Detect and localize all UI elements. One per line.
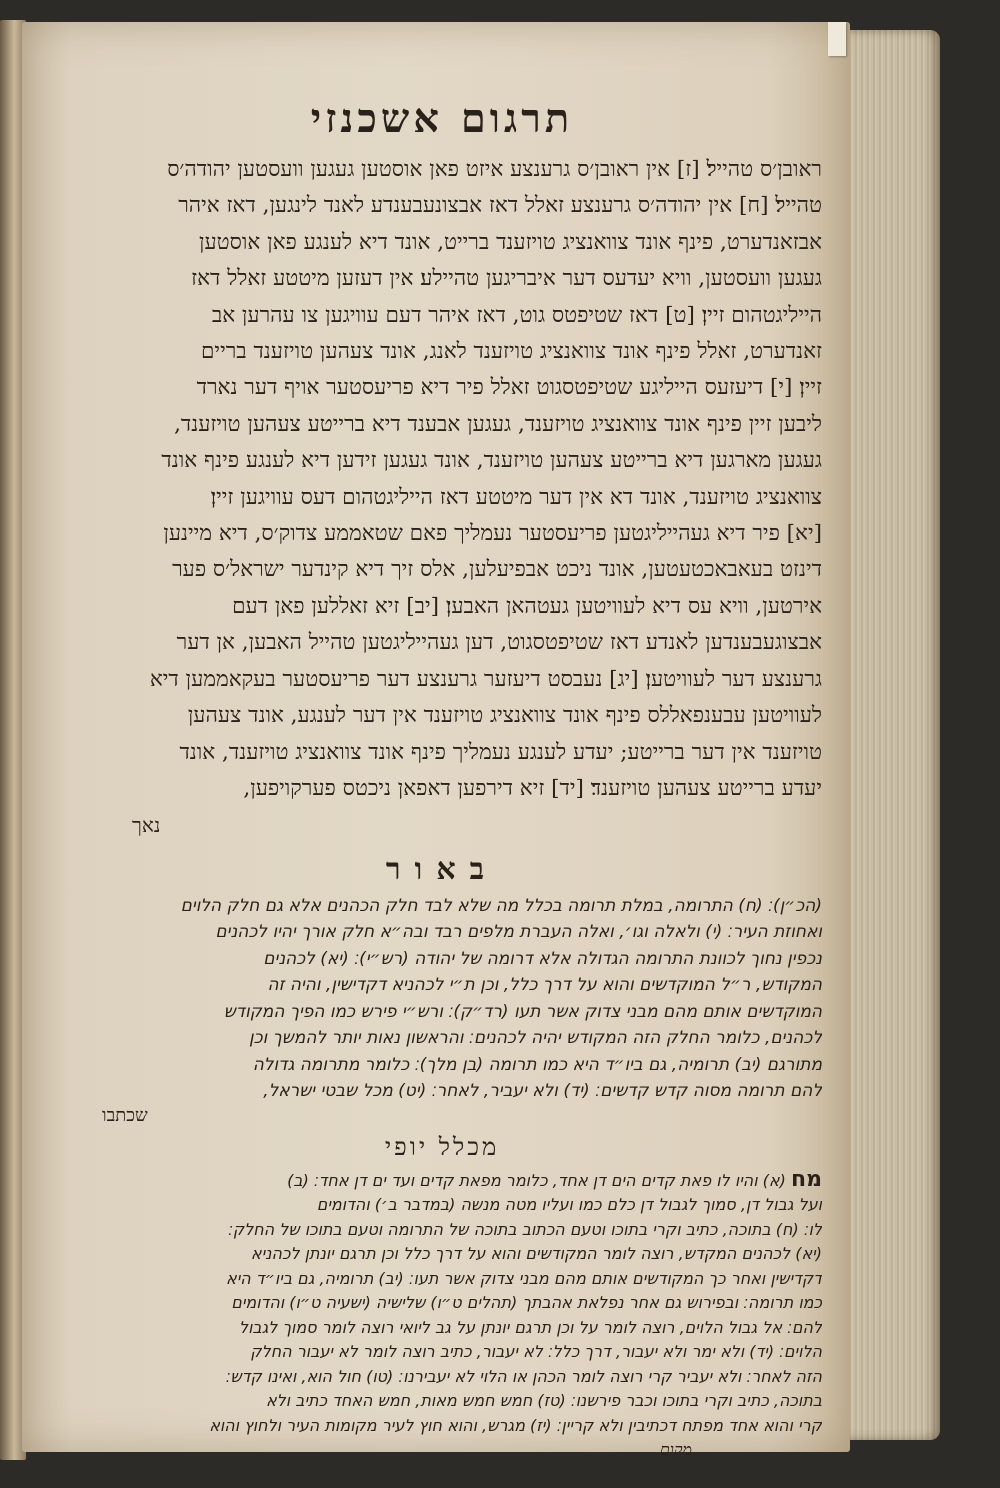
page-tab	[828, 22, 846, 56]
commentary-line: דקדישין ואחר כך המקודשים אותם מהם מבני צדוק אשר תעו׃ (יב) תרומיה, גם ביו״ד היא	[226, 1268, 822, 1288]
translation-text	[62, 152, 822, 844]
commentary-line: (הכ״ן)׃ (ח) התרומה, במלת תרומה בכלל מה שלא לבד חלק הכהנים אלא גם חלק הלוים	[180, 895, 822, 916]
commentary-text: (א) והיו לו פאת קדים הים דן אחד, כלומר מפאת קדים ועד ים דן אחד׃ (ב)	[287, 1170, 786, 1190]
text-line: אבזאנדערט, פינף אונד צוואנציג טויזענד ברייט, אונד דיא לענגע פאן אוסטען	[199, 229, 822, 255]
text-line: הייליגטהום זיין׃ [ט] דאז שטיפטס גוט, דאז איהר דעם עוויגען צו עהרען אב	[211, 302, 822, 328]
catchword: מקום	[659, 1440, 692, 1460]
chapter-marker: מח	[790, 1167, 822, 1192]
michlal-yofi-commentary	[62, 1168, 822, 1461]
catchword: נאך	[132, 813, 161, 838]
commentary-line: בתוכה, כתיב וקרי בתוכו וכבר פירשנו׃ (טז) חמש חמש מאות, חמש האחד כתיב ולא	[265, 1391, 822, 1411]
text-line: געגען מארגען דיא ברייטע צעהען טויזענד, אונד געגען זידען דיא לענגע פינף אונד	[161, 448, 822, 474]
text-line: צוואנציג טויזענד, אונד דא אין דער מיטטע דאז הייליגטהום דעס עוויגען זיין׃	[210, 484, 822, 510]
commentary-line: המוקדשים אותם מהם מבני צדוק אשר תעו (רד״ק)׃ ורש״י פירש כמו הפיך המקודש	[223, 1001, 822, 1022]
text-line: טהייל׃ [ח] אין יהודה׳ס גרענצע זאלל דאז אבצונעבענדע לאנד לינגען, דאז איהר	[178, 193, 822, 219]
biur-heading: באור	[385, 851, 499, 887]
book-fore-edge	[848, 30, 940, 1440]
commentary-line: להם תרומה מסוה קדש קדשים׃ (יד) ולא יעביר, לאחר׃ (יט) מכל שבטי ישראל,	[263, 1081, 822, 1102]
commentary-line	[62, 1168, 822, 1194]
text-line: ראובן׳ס טהייל׃ [ז] אין ראובן׳ס גרענצע איזט פאן אוסטען געגען וועסטען יהודה׳ס	[167, 157, 822, 182]
text-line: ליבען זיין פינף אונד צוואנציג טויזענד, געגען אבענד דיא ברייטע צעהען טויזענד,	[174, 411, 822, 437]
text-line: זיין׃ [י] דיעזעס הייליגע שטיפטסגוט זאלל פיר דיא פריעסטער אויף דער נארד	[196, 375, 822, 401]
page-content	[62, 95, 822, 1460]
text-line: אבצוגעבענדען לאנדע דאז שטיפטסגוט, דען געהייליגטען טהייל האבען, אן דער	[176, 630, 822, 656]
commentary-line: לו׃ (ח) בתוכה, כתיב וקרי בתוכו וטעם הכתוב בתוכה של התרומה וטעם בתוכו של החלק׃	[228, 1219, 822, 1239]
text-line: זאנדערט, זאלל פינף אונד צוואנציג טויזענד לאנג, אונד צעהען טויזענד בריים	[201, 339, 822, 365]
commentary-line: ועל גבול דן, סמוך לגבול דן כלם כמו ועליו מטה מנשה (במדבר ב׳) והדומים	[316, 1195, 822, 1215]
commentary-line: המקודש, ר״ל המוקדשים והוא על דרך כלל, וכן ת״י לכהניא דקדישין, והיה זה	[267, 975, 822, 996]
biur-commentary	[62, 893, 822, 1127]
text-line: [יא] פיר דיא געהייליגטען פריעסטער נעמליך פאם שטאממע צדוק׳ס, דיא מיינען	[163, 521, 822, 547]
commentary-line: ואחוזת העיר׃ (י) ולאלה וגו׳, ואלה העברת מלפים רבד ובה״א חלק אורך יהיו לכהנים	[215, 922, 822, 943]
page-title: תרגום אשכנזי	[310, 95, 574, 142]
commentary-line: (יא) לכהנים המקדש, רוצה לומר המקודשים והוא על דרך כלל וכן תרגם יונתן לכהניא	[250, 1244, 822, 1264]
commentary-line: הזה לאחר׃ ולא יעביר קרי רוצה לומר הכהן או הלוי לא יעבירנו׃ (טו) חול הוא, ואינו קדש׃	[225, 1366, 822, 1386]
catchword: שכתבו	[102, 1104, 148, 1126]
text-line: גרענצע דער לעוויטען׃ [יג] נעבסט דיעזער גרענצע דער פריעסטער בעקאממען דיא	[149, 666, 822, 692]
text-line: יעדע ברייטע צעהען טויזענד׃ [יד] זיא דירפען דאפאן ניכטס פערקויפען,	[243, 775, 822, 801]
commentary-line: מתורגם (יב) תרומיה, גם ביו״ד היא כמו תרומה (בן מלך)׃ כלומר מתרומה גדולה	[252, 1054, 822, 1075]
commentary-line: קרי והוא אחד מפתח דכתיבין ולא קריין׃ (יז) מגרש, והוא חוץ לעיר מקומות העיר ולחוץ והוא	[209, 1415, 822, 1435]
commentary-line: נכפין נחוך לכוונת התרומה הגדולה אלא דרומה של יהודה (רש״י)׃ (יא) לכהנים	[263, 948, 822, 969]
michlal-yofi-heading: מכלל יופי	[384, 1132, 500, 1161]
text-line: דינזט בעאבאכטעטען, אונד ניכט אבפיעלען, אלס זיך דיא קינדער ישראל׳ס פער	[172, 557, 822, 583]
text-line: אירטען, וויא עס דיא לעוויטען געטהאן האבען׃ [יב] זיא זאללען פאן דעם	[232, 593, 822, 619]
commentary-line: לכהנים, כלומר החלק הזה המקודש יהיה לכהנים׃ והראשון נאות יותר להמשך וכן	[248, 1028, 822, 1049]
commentary-line: הלוים׃ (יד) ולא ימר ולא יעבור, דרך כלל׃ לא יעבור, כתיב רוצה לומר לא יעבור החלק	[250, 1342, 822, 1362]
text-line: געגען וועסטען, וויא יעדעס דער איבריגען טהיילע׃ אין דעזען מיטטע זאלל דאז	[191, 266, 822, 292]
text-line: טויזענד אין דער ברייטע; יעדע לענגע נעמליך פינף אונד צוואנציג טויזענד, אונד	[179, 739, 822, 765]
text-line: לעוויטען עבענפאללס פינף אונד צוואנציג טויזענד אין דער לענגע, אונד צעהען	[187, 703, 822, 729]
commentary-line: להם׃ אל גבול הלוים, רוצה לומר על וכן תרגם יונתן על גב ליואי רוצה לומר סמוך לגבול	[238, 1317, 822, 1337]
commentary-line: כמו תרומה׃ ובפירוש גם אחר נפלאת אהבתך (תהלים ט״ו) שלישיה (ישעיה ט״ו) והדומים	[231, 1293, 822, 1313]
